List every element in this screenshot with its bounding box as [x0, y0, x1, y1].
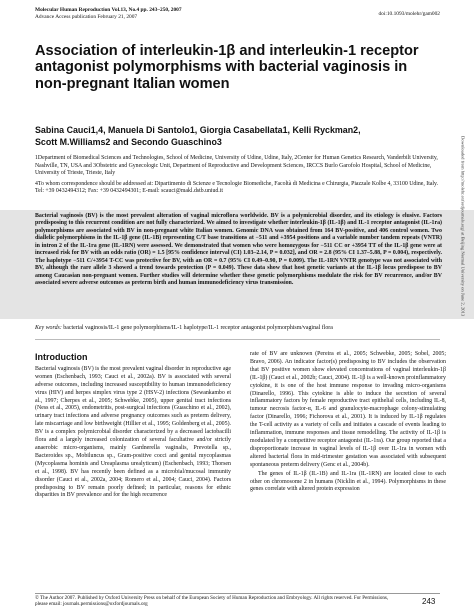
- authors-line-1: Sabina Cauci1,4, Manuela Di Santolo1, Giorgia Casabellata1, Kelli Ryckman2,: [35, 125, 361, 135]
- introduction-paragraph-1: Bacterial vaginosis (BV) is the most prevalent vaginal disorder in reproductive age women (Eschenbach, 1993; Cauci et al., 2002a). BV is associated with several adverse outcomes, including increased susceptibility to human immunodeficiency virus (HIV) and herpes simplex virus type 2 (HSV-2) infections (Sewankambo et al., 1997; Cherpes et al., 2005; Schwebke, 2005), upper genital tract infections (Ness et al., 2005), endometritis, post-surgical infections (Guaschino et al., 2002), urinary tract infections and adverse pregnancy outcomes such as preterm delivery, late miscarriage and low birthweight (Hillier et al., 1995; Goldenberg et al., 2005). BV is a complex polymicrobial disorder characterized by a decreased lactobacilli flora and a largely increased colonization of several facultative and/or strictly anaerobic micro-organisms, mainly Gardnerella vaginalis, Prevotella sp., Bacteroides sp., Mobiluncus sp., Gram-positive cocci and genital mycoplasmas (Mycoplasma hominis and Ureaplasma urealyticum) (Eschenbach, 1993; Thorsen et al., 1998). BV has recently been defined as a microbial/mucosal immunity disorder (Cauci et al., 2002a, 2004; Romero et al., 2004; Cauci, 2004). Factors predisposing to BV remain poorly defined; in particular, reasons for ethnic disparities in BV prevalence and for the high recurrence: [35, 365, 231, 499]
- affiliation-institutions: 1Department of Biomedical Sciences and Technologies, School of Medicine, University of Udine, Udine, Italy, 2Center for Human Genetics Research, Vanderbilt University, Nashville, TN, USA and 3Obstetric and Gynecologic Unit, Department of Reproductive and Development Sciences, IRCCS Burlo Garofolo Hospital, School of Medicine, University of Trieste, Trieste, Italy: [35, 155, 438, 177]
- correspondence-address: 4To whom correspondence should be addressed at: Dipartimento di Scienze e Tecnologie Biomediche, Facoltà di Medicina e Chirurgia, Piazzale Kolbe 4, 33100 Udine, Italy. Tel: +39 0432494312; Fax: +39 0432494301; E-mail: scauci@makl.dstb.uniud.it: [35, 180, 438, 195]
- right-column: [250, 351, 446, 494]
- footer-rule: [35, 593, 440, 594]
- introduction-paragraph-2: rate of BV are unknown (Pereira et al., 2005; Schwebke, 2005; Sobel, 2005; Bravo, 2006). An indicator factor(s) predisposing to BV includes the observation that BV positive women show elevated concentrations of vaginal interleukin-1β (IL-1β) (Cauci et al., 2002b; Cauci, 2004). IL-1β is a well-known proinflammatory cytokine, it is one of the host immune response to invading micro-organisms (Dinarello, 1996). This cytokine is able to induce the secretion of several inflammatory factors by female reproductive tract epithelial cells, including IL-8, tumour necrosis factor-α, IL-6 and granulocyte-macrophage colony-stimulating factor (Dinarello, 1996; Fichorova et al., 2001). It is induced by IL-1β regulates the T-cell activity as a variety of cells and initiates a cascade of events leading to inflammation, immune responses and tissue remodelling. The activity of IL-1β is modulated by a competitive receptor antagonist (IL-1ra). Our group reported that a disproportionate increase in vaginal levels of IL-1β over IL-1ra in women with altered bacterial flora in mid-trimester gestation was associated with subsequent spontaneous preterm delivery (Genc et al., 2004b).: [250, 351, 446, 468]
- journal-citation: Molecular Human Reproduction Vol.13, No.4 pp. 243–250, 2007: [35, 7, 182, 13]
- article-title: Association of interleukin-1β and interleukin-1 receptor antagonist polymorphisms with bacterial vaginosis in non-pregnant Italian women: [35, 43, 419, 92]
- copyright-footnote: © The Author 2007. Published by Oxford University Press on behalf of the European Society of Human Reproduction and Embryology. All rights reserved. For Permissions, please email: journals.permissions@oxfordjournals.org: [35, 595, 389, 608]
- section-divider: [35, 339, 440, 340]
- keywords-label: Key words:: [35, 325, 62, 331]
- keywords-list: bacterial vaginosis/IL-1 gene polymorphisms/IL-1 haplotype/IL-1 receptor antagonist polymorphism/vaginal flora: [63, 325, 333, 331]
- affiliations: [35, 155, 443, 199]
- left-column: [35, 354, 231, 500]
- introduction-heading: Introduction: [35, 352, 88, 362]
- introduction-paragraph-3: The genes of IL-1β (IL-1B) and IL-1ra (IL-1RN) are located close to each other on chromosome 2 in humans (Nicklin et al., 1994). Polymorphisms in these genes correlate with altered protein expression: [250, 470, 446, 493]
- author-list: [35, 124, 440, 148]
- keywords: [35, 325, 445, 333]
- abstract: Bacterial vaginosis (BV) is the most prevalent alteration of vaginal microflora worldwide. BV is a polymicrobial disorder, and its etiology is elusive. Factors predisposing to this recurrent condition are not fully characterized. We aimed to investigate whether interleukin-1β (IL-1β) and IL-1 receptor antagonist (IL-1ra) polymorphisms are associated with BV in non-pregnant white Italian women. Genomic DNA was obtained from 164 BV-positive, and 406 control women. Two diallelic polymorphisms in the IL-1β gene (IL-1B) representing C/T base transitions at −511 and +3954 positions and a variable number tandem repeats (VNTR) in intron 2 of the IL-1ra gene (IL-1RN) were assessed. We demonstrated that women who were homozygous for −511 CC or +3954 TT of the IL-1β gene were at increased risk for BV with an odds ratio (OR) = 1.5 [95% confidence interval (CI) 1.03–2.14, P = 0.032], and OR = 2.8 (95% CI 1.37–5.88, P = 0.004), respectively. The haplotype −511 C/+3954 T-CC was protective for BV, with an OR = 0.7 (95% CI 0.49–0.90, P = 0.009). The IL-1RN VNTR genotype was not associated with BV, although the rare allele 3 showed a trend towards protection (P = 0.049). These data show that host genetic variants at the IL-1β locus predispose to BV among Caucasian non-pregnant women. Further studies will determine whether these genetic polymorphisms modulate the risk for BV recurrence, and/or BV associated severe adverse outcomes as preterm birth and human immunodeficiency virus transmission.: [35, 213, 442, 287]
- page-number: 243: [422, 597, 436, 606]
- download-watermark: Downloaded from http://molehr.oxfordjournals.org/ at Beijing Normal University on June 2, 2013: [460, 136, 466, 317]
- doi[interactable]: doi:10.1093/molehr/gam002: [378, 11, 440, 17]
- advance-access: Advance Access publication February 21, 2007: [35, 14, 138, 20]
- authors-line-2: Scott M.Williams2 and Secondo Guaschino3: [35, 137, 222, 147]
- journal-info: [35, 7, 182, 21]
